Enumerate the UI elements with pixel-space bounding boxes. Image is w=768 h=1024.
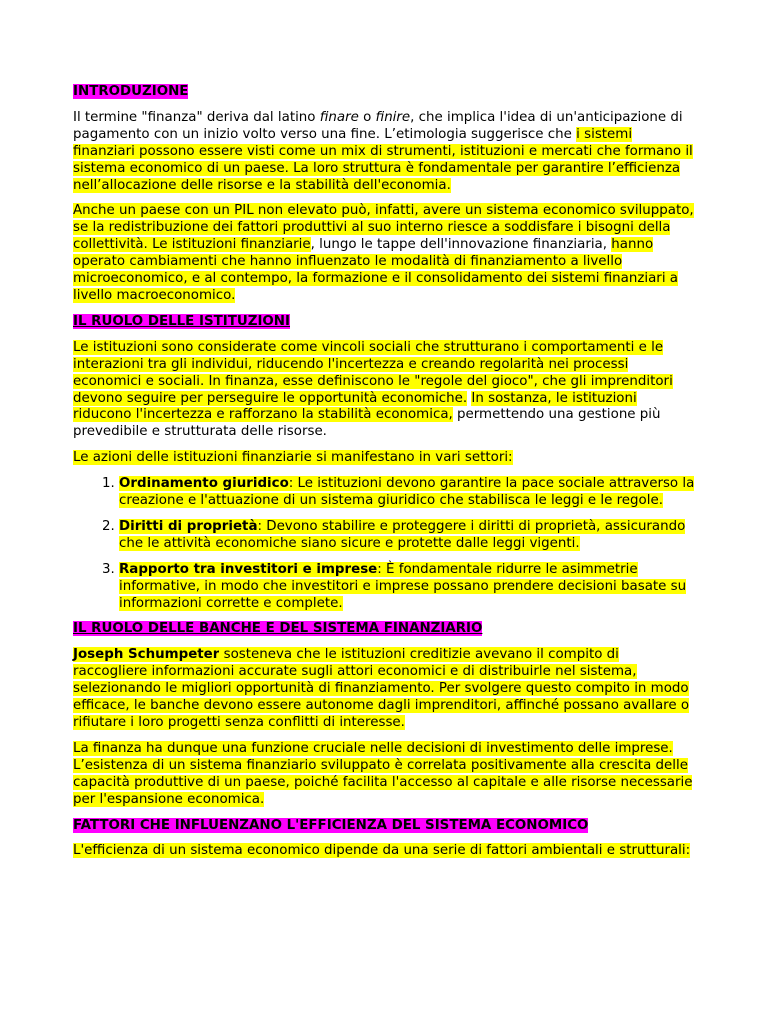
section-heading-fattori: FATTORI CHE INFLUENZANO L'EFFICIENZA DEL SISTEMA ECONOMICO	[73, 817, 589, 833]
istituzioni-list	[73, 476, 697, 612]
istituzioni-paragraph-2: Le azioni delle istituzioni finanziarie si manifestano in vari settori:	[73, 450, 513, 466]
section-heading-istituzioni: IL RUOLO DELLE ISTITUZIONI	[73, 313, 290, 329]
fattori-paragraph-1: L'efficienza di un sistema economico dipende da una serie di fattori ambientali e strutturali:	[73, 843, 691, 859]
section-heading-banche: IL RUOLO DELLE BANCHE E DEL SISTEMA FINANZIARIO	[73, 621, 483, 637]
intro-paragraph-2: Anche un paese con un PIL non elevato può, infatti, avere un sistema economico sviluppato, se la redistribuzione dei fattori produttivi al suo interno riesce a soddisfare i bisogni della collettività. Le istituzioni finanziarie, lungo le tappe dell'innovazione finanziaria, hanno operato cambiamenti che hanno influenzato le modalità di finanziamento a livello microeconomico, e al contempo, la formazione e il consolidamento dei sistemi finanziari a livello macroeconomico.	[73, 203, 694, 303]
list-item: 2. Diritti di proprietà: Devono stabilire e proteggere i diritti di proprietà, assicurando che le attività economiche siano sicure e protette dalle leggi vigenti.	[119, 519, 697, 553]
document-body	[73, 84, 697, 869]
list-item: 1. Ordinamento giuridico: Le istituzioni devono garantire la pace sociale attraverso la creazione e l'attuazione di un sistema giuridico che stabilisca le leggi e le regole.	[119, 476, 697, 510]
intro-paragraph-1: Il termine "finanza" deriva dal latino finare o finire, che implica l'idea di un'anticipazione di pagamento con un inizio volto verso una fine. L’etimologia suggerisce che i sistemi finanziari possono essere visti come un mix di strumenti, istituzioni e mercati che formano il sistema economico di un paese. La loro struttura è fondamentale per garantire l’efficienza nell’allocazione delle risorse e la stabilità dell'economia.	[73, 109, 693, 193]
section-heading-introduzione: INTRODUZIONE	[73, 84, 189, 99]
banche-paragraph-1: Joseph Schumpeter sosteneva che le istituzioni creditizie avevano il compito di raccogliere informazioni accurate sugli attori economici e di distribuirle nel sistema, selezionando le migliori opportunità di finanziamento. Per svolgere questo compito in modo efficace, le banche devono essere autonome dagli imprenditori, affinché possano avallare o rifiutare i loro progetti senza conflitti di interesse.	[73, 647, 690, 730]
list-item: 3. Rapporto tra investitori e imprese: È fondamentale ridurre le asimmetrie informative, in modo che investitori e imprese possano prendere decisioni basate su informazioni corrette e complete.	[119, 562, 697, 613]
istituzioni-paragraph-1: Le istituzioni sono considerate come vincoli sociali che strutturano i comportamenti e le interazioni tra gli individui, riducendo l'incertezza e creando regolarità nei processi economici e sociali. In finanza, esse definiscono le "regole del gioco", che gli imprenditori devono seguire per perseguire le opportunità economiche. In sostanza, le istituzioni riducono l'incertezza e rafforzano la stabilità economica, permettendo una gestione più prevedibile e strutturata delle risorse.	[73, 339, 673, 440]
banche-paragraph-2: La finanza ha dunque una funzione cruciale nelle decisioni di investimento delle imprese. L’esistenza di un sistema finanziario sviluppato è correlata positivamente alla crescita delle capacità produttive di un paese, poiché facilita l'accesso al capitale e alle risorse necessarie per l'espansione economica.	[73, 740, 693, 807]
